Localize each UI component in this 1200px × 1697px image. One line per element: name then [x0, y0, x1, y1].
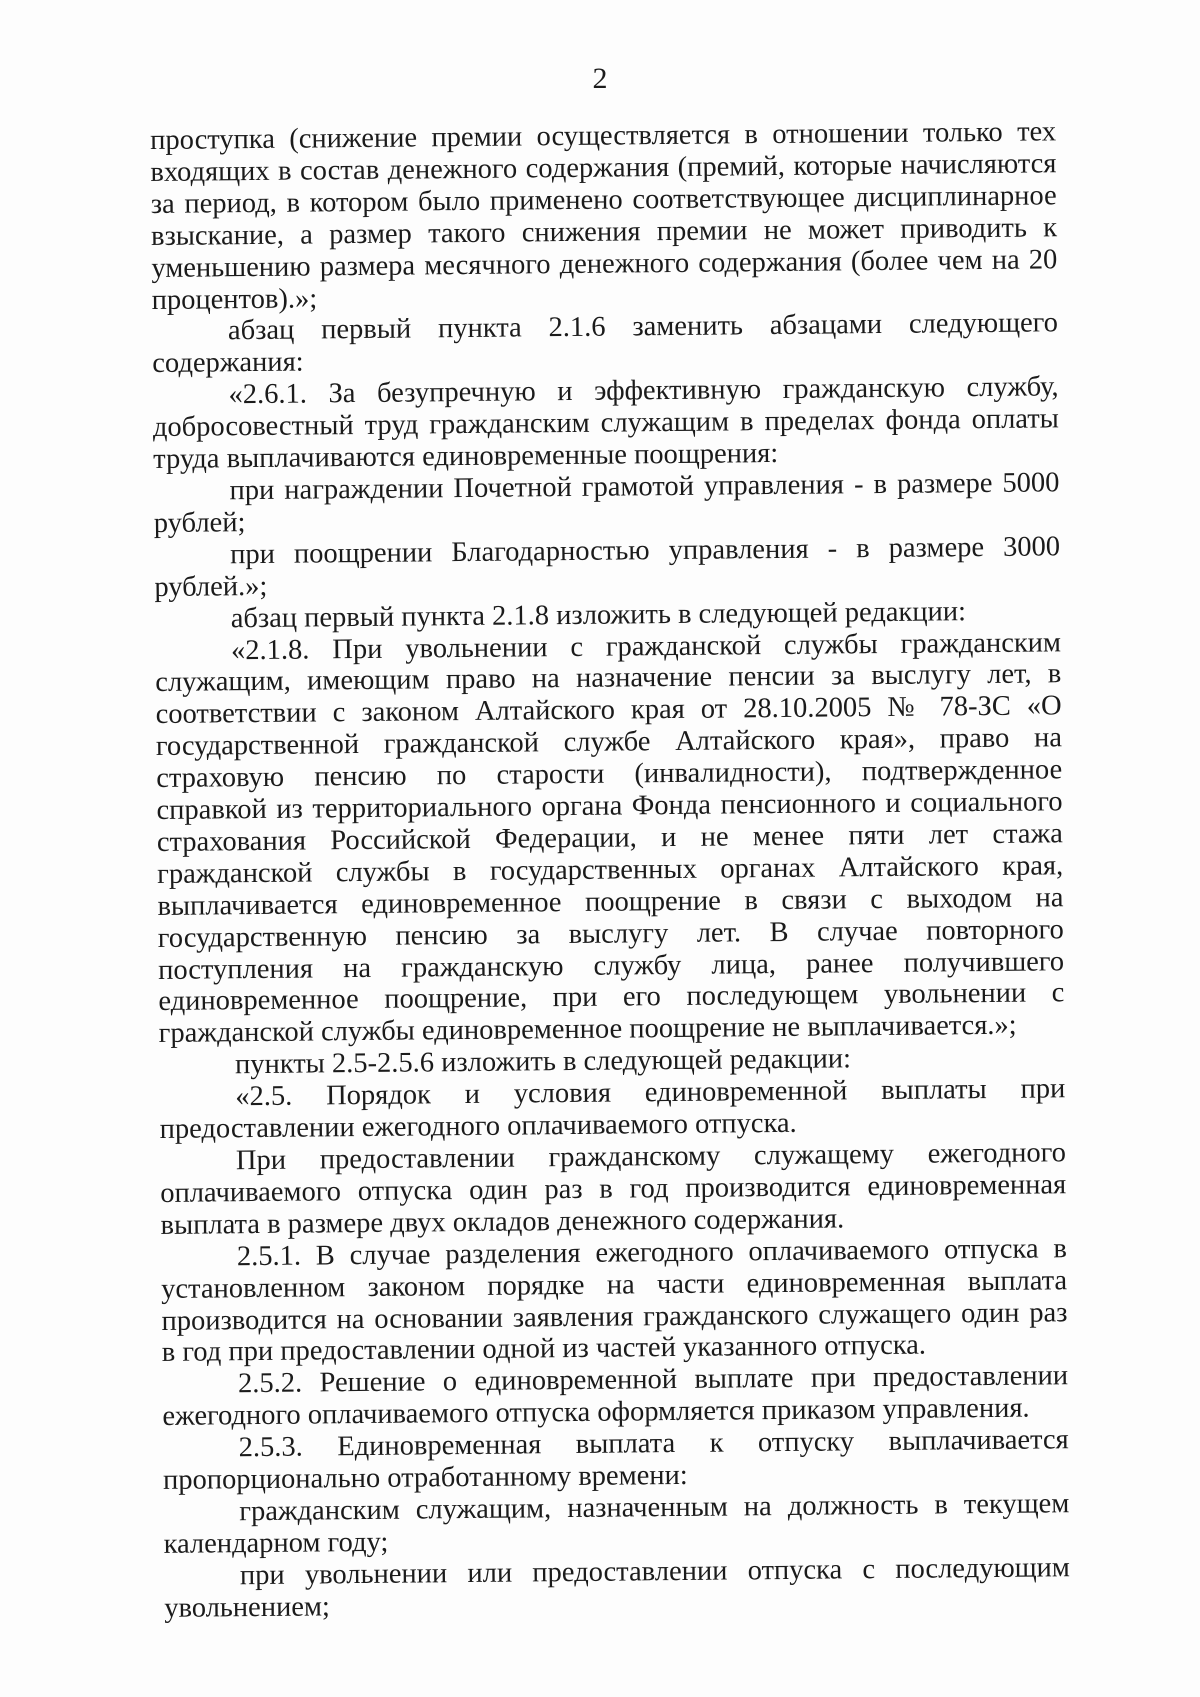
paragraph: 2.5.2. Решение о единовременной выплате при предоставлении ежегодного оплачиваемого отпуска оформляется приказом управления.	[162, 1360, 1069, 1433]
paragraph: «2.5. Порядок и условия единовременной выплаты при предоставлении ежегодного оплачиваемого отпуска.	[159, 1073, 1066, 1146]
page-number: 2	[592, 62, 608, 95]
paragraph: 2.5.3. Единовременная выплата к отпуску выплачивается пропорционально отработанному времени:	[162, 1424, 1069, 1496]
paragraph: проступка (снижение премии осуществляется в отношении только тех входящих в состав денежного содержания (премий, которые начисляются за период, в котором было применено соответствующее дисциплинарное взыскание, а размер такого снижения премии не может приводить к уменьшению размера месячного денежного содержания (более чем на 20 процентов).»;	[150, 116, 1058, 316]
paragraph: при награждении Почетной грамотой управления - в размере 5000 рублей;	[153, 467, 1060, 539]
paragraph: при увольнении или предоставлении отпуска с последующим увольнением;	[164, 1552, 1071, 1624]
paragraph: 2.5.1. В случае разделения ежегодного оплачиваемого отпуска в установленном законом порядке на части единовременная выплата производится на основании заявления гражданского служащего один раз в год при предоставлении одной из частей указанного отпуска.	[161, 1232, 1068, 1369]
paragraph: гражданским служащим, назначенным на должность в текущем календарном году;	[163, 1488, 1070, 1560]
paragraph: При предоставлении гражданскому служащему ежегодного оплачиваемого отпуска один раз в год производится единовременная выплата в размере двух окладов денежного содержания.	[160, 1137, 1067, 1241]
paragraph: при поощрении Благодарностью управления - в размере 3000 рублей.»;	[154, 531, 1061, 603]
paragraph: абзац первый пункта 2.1.6 заменить абзацами следующего содержания:	[152, 307, 1059, 380]
paragraph: пункты 2.5-2.5.6 изложить в следующей редакции:	[234, 1043, 852, 1081]
paragraph: «2.6.1. За безупречную и эффективную гражданскую службу, добросовестный труд гражданским служащим в пределах фонда оплаты труда выплачиваются единовременные поощрения:	[152, 371, 1060, 476]
paragraph: «2.1.8. При увольнении с гражданской службы гражданским служащим, имеющим право на назначение пенсии за выслугу лет, в соответствии с законом Алтайского края от 28.10.2005 № 78-ЗС «О государственной гражданской службе Алтайского края», право на страховую пенсию по старости (инвалидности), подтвержденное справкой из территориального органа Фонда пенсионного и социального страхования Российской Федерации, и не менее пяти лет стажа гражданской службы в государственных органах Алтайского края, выплачивается единовременное поощрение в связи с выходом на государственную пенсию за выслугу лет. В случае повторного поступления на гражданскую службу лица, ранее получившего единовременное поощрение, при его последующем увольнении с гражданской службы единовременное поощрение не выплачивается.»;	[155, 626, 1065, 1050]
paragraph: абзац первый пункта 2.1.8 изложить в следующей редакции:	[230, 595, 967, 634]
document-body	[150, 116, 1070, 1624]
